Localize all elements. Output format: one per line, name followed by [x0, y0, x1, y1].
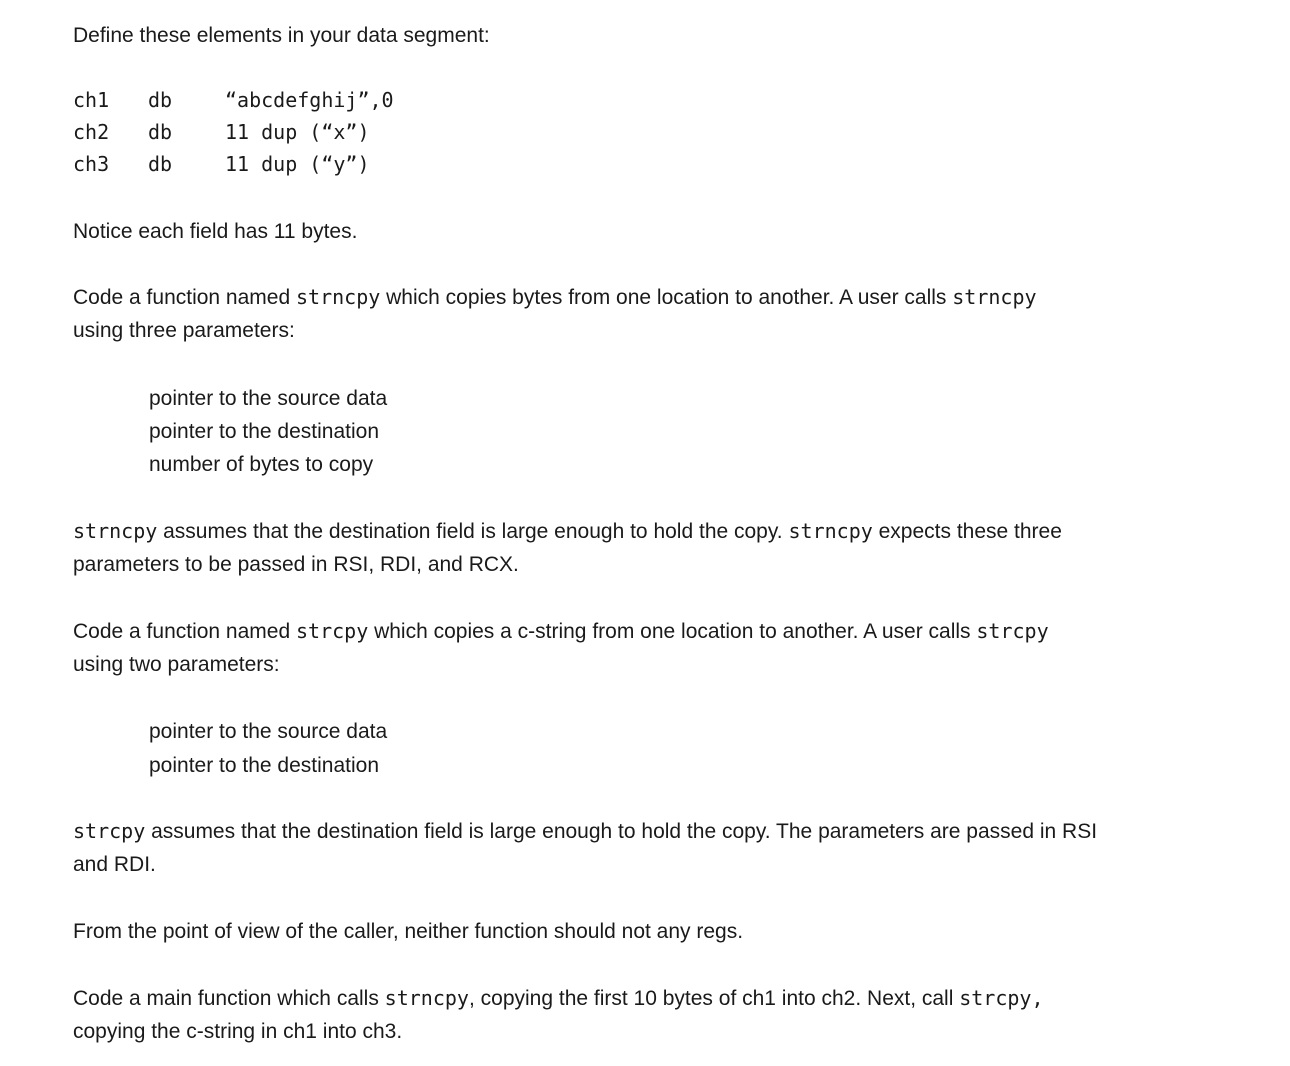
text-segment: expects these three	[872, 520, 1062, 543]
function-name-strncpy: strncpy	[788, 519, 873, 543]
strncpy-desc-line1	[73, 515, 1062, 548]
strcpy-desc-line1	[73, 815, 1097, 848]
text-segment: assumes that the destination field is large enough to hold the copy. The parameters are passed in RSI	[145, 820, 1098, 843]
function-name-strcpy: strcpy	[976, 619, 1049, 643]
strncpy-intro-line2: using three parameters:	[73, 319, 295, 342]
data-def-directive: db	[148, 152, 173, 176]
text-segment: which copies a c-string from one location to another. A user calls	[368, 620, 977, 643]
strcpy-intro-line2: using two parameters:	[73, 653, 280, 676]
strncpy-desc-line2: parameters to be passed in RSI, RDI, and RCX.	[73, 553, 519, 576]
data-def-label: ch2	[73, 120, 110, 144]
function-name-strcpy: strcpy	[295, 619, 369, 643]
data-def-value: 11 dup (“x”)	[225, 120, 370, 144]
text-segment: ,	[1031, 986, 1044, 1010]
data-def-value: 11 dup (“y”)	[225, 152, 370, 176]
main-desc-line1	[73, 982, 1044, 1015]
data-def-directive: db	[148, 88, 173, 112]
param-item: pointer to the destination	[149, 754, 379, 777]
param-item: pointer to the destination	[149, 420, 379, 443]
function-name-strncpy: strncpy	[384, 986, 469, 1010]
text-segment: Code a main function which calls	[73, 987, 385, 1010]
text-segment: , copying the first 10 bytes of ch1 into ch2. Next, call	[468, 987, 960, 1010]
param-item: pointer to the source data	[149, 720, 388, 743]
text-segment: Code a function named	[73, 620, 296, 643]
data-def-value: “abcdefghij”,0	[225, 88, 394, 112]
data-def-label: ch1	[73, 88, 110, 112]
regs-note: From the point of view of the caller, neither function should not any regs.	[73, 920, 744, 943]
text-segment: Code a function named	[73, 286, 296, 309]
main-desc-line2: copying the c-string in ch1 into ch3.	[73, 1020, 403, 1043]
strncpy-intro-line1	[73, 281, 1037, 314]
data-def-label: ch3	[73, 152, 110, 176]
function-name-strncpy: strncpy	[73, 519, 158, 543]
param-item: number of bytes to copy	[149, 453, 374, 476]
function-name-strcpy: strcpy	[73, 819, 146, 843]
param-item: pointer to the source data	[149, 387, 388, 410]
function-name-strncpy: strncpy	[952, 285, 1037, 309]
strcpy-desc-line2: and RDI.	[73, 853, 156, 876]
function-name-strcpy: strcpy	[959, 986, 1032, 1010]
strcpy-intro-line1	[73, 615, 1049, 648]
data-def-directive: db	[148, 120, 173, 144]
text-segment: which copies bytes from one location to another. A user calls	[380, 286, 953, 309]
intro-text: Define these elements in your data segment:	[73, 24, 490, 47]
function-name-strncpy: strncpy	[295, 285, 381, 309]
text-segment: assumes that the destination field is large enough to hold the copy.	[157, 520, 789, 543]
notice-text: Notice each field has 11 bytes.	[73, 220, 358, 243]
